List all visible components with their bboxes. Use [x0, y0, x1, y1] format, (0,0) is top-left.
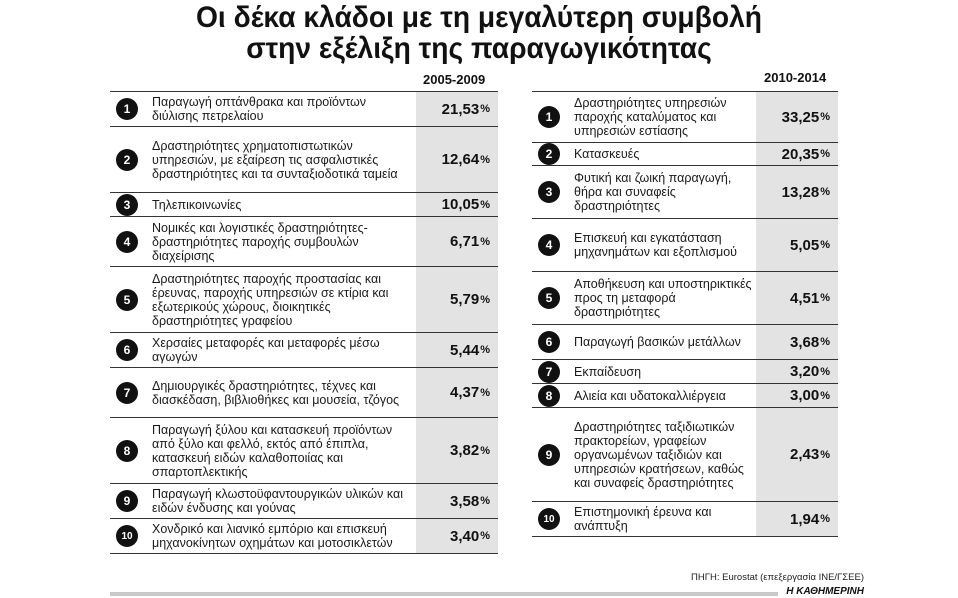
rank-badge: 9	[538, 444, 560, 466]
rank-cell	[110, 368, 144, 417]
sector-label: Δραστηριότητες παροχής προστασίας και έρευνας, παροχής υπηρεσιών σε κτίρια και εξωτερικούς χώρους, διοικητικές δραστηριότητες γραφείου	[152, 271, 389, 328]
value-unit: %	[820, 111, 830, 123]
sector-label: Παραγωγή κλωστοϋφαντουργικών υλικών και ειδών ένδυσης και γούνας	[152, 487, 404, 515]
value-unit: %	[480, 235, 490, 248]
value-unit: %	[480, 386, 490, 399]
rank-badge: 9	[116, 490, 138, 512]
value-unit: %	[820, 148, 830, 160]
value-cell	[416, 418, 498, 483]
sector-label: Δημιουργικές δραστηριότητες, τέχνες και διασκέδαση, βιβλιοθήκες και μουσεία, τζόγος	[152, 378, 400, 407]
value-number: 10,05	[441, 196, 480, 213]
right-table	[532, 91, 838, 537]
value-cell	[416, 484, 498, 518]
value-cell	[756, 502, 838, 536]
rank-badge: 6	[116, 339, 138, 361]
value-unit: %	[480, 495, 490, 507]
value-cell	[756, 166, 838, 218]
value-number: 12,64	[441, 151, 480, 168]
table-row	[110, 217, 498, 267]
value-cell	[756, 143, 838, 165]
value-unit: %	[480, 103, 490, 115]
value-number: 21,53	[441, 100, 480, 118]
rank-cell	[110, 519, 144, 553]
table-row	[110, 418, 498, 484]
table-row	[532, 408, 838, 502]
rank-badge: 5	[538, 287, 560, 309]
sector-label: Επισκευή και εγκατάσταση μηχανημάτων και εξοπλισμού	[574, 231, 738, 259]
rank-cell	[532, 384, 566, 407]
value-unit: %	[820, 239, 830, 251]
rank-cell	[110, 418, 144, 483]
value-number: 1,94	[790, 510, 820, 528]
rank-cell	[532, 143, 566, 165]
value-cell	[756, 325, 838, 359]
value-unit: %	[820, 513, 830, 525]
rank-cell	[110, 484, 144, 518]
value-number: 33,25	[781, 108, 820, 126]
table-row	[110, 267, 498, 333]
value-number: 13,28	[781, 183, 820, 201]
rank-cell	[532, 219, 566, 271]
value-number: 3,20	[790, 363, 820, 380]
value-unit: %	[820, 365, 830, 378]
value-number: 5,79	[450, 291, 480, 308]
rank-cell	[110, 333, 144, 367]
sector-label: Δραστηριότητες χρηματοπιστωτικών υπηρεσιών, με εξαίρεση τις ασφαλιστικές δραστηριότητες και τα συνταξιοδοτικά ταμεία	[152, 138, 398, 181]
rank-cell	[532, 360, 566, 383]
brand-logo: Η ΚΑΘΗΜΕΡΙΝΗ	[782, 586, 864, 597]
table-row	[110, 333, 498, 368]
right-period-header: 2010-2014	[764, 70, 827, 85]
rank-badge: 7	[116, 382, 138, 404]
value-cell	[756, 219, 838, 271]
table-row	[532, 325, 838, 360]
value-cell	[756, 272, 838, 324]
rank-badge: 4	[538, 234, 560, 256]
value-unit: %	[480, 344, 490, 356]
sector-label: Παραγωγή βασικών μετάλλων	[574, 335, 741, 349]
value-unit: %	[820, 186, 830, 198]
rank-badge: 3	[116, 194, 138, 216]
sector-label: Αλιεία και υδατοκαλλιέργεια	[574, 388, 726, 403]
rank-badge: 10	[538, 508, 560, 530]
value-unit: %	[820, 448, 830, 461]
rank-cell	[532, 408, 566, 501]
rank-badge: 6	[538, 331, 560, 353]
rank-cell	[532, 502, 566, 536]
value-cell	[416, 92, 498, 126]
sector-label: Παραγωγή ξύλου και κατασκευή προϊόντων από ξύλο και φελλό, εκτός από έπιπλα, κατασκευή ειδών καλαθοποιίας και σπαρτοπλεκτικής	[152, 422, 393, 479]
table-row	[110, 519, 498, 554]
value-cell	[416, 127, 498, 192]
source-note: ΠΗΓΗ: Eurostat (επεξεργασία ΙΝΕ/ΓΣΕΕ)	[691, 572, 864, 583]
rank-cell	[532, 92, 566, 142]
value-unit: %	[820, 292, 830, 304]
table-row	[532, 143, 838, 166]
table-row	[110, 193, 498, 217]
rank-badge: 5	[116, 289, 138, 311]
sector-label: Τηλεπικοινωνίες	[152, 197, 242, 212]
rank-badge: 7	[538, 361, 560, 383]
value-unit: %	[820, 389, 830, 402]
rank-badge: 1	[538, 106, 560, 128]
value-number: 4,37	[450, 384, 480, 401]
table-row	[532, 384, 838, 408]
chart-title	[29, 2, 930, 64]
left-period-header: 2005-2009	[423, 72, 486, 87]
value-number: 3,00	[790, 387, 820, 404]
sector-label: Επιστημονική έρευνα και ανάπτυξη	[574, 505, 712, 533]
value-cell	[416, 267, 498, 332]
rank-badge: 1	[116, 98, 138, 120]
table-row	[532, 166, 838, 219]
table-row	[532, 219, 838, 272]
value-unit: %	[480, 153, 490, 166]
table-row	[532, 360, 838, 384]
sector-label: Χονδρικό και λιανικό εμπόριο και επισκευή μηχανοκίνητων οχημάτων και μοτοσικλετών	[152, 522, 393, 550]
table-row	[110, 484, 498, 519]
value-unit: %	[480, 198, 490, 211]
value-unit: %	[480, 530, 490, 542]
rank-cell	[532, 166, 566, 218]
sector-label: Χερσαίες μεταφορές και μεταφορές μέσω αγωγών	[152, 336, 380, 364]
value-unit: %	[820, 336, 830, 348]
value-cell	[756, 360, 838, 383]
value-cell	[416, 333, 498, 367]
rank-cell	[110, 127, 144, 192]
title-line-1: Οι δέκα κλάδοι με τη μεγαλύτερη συμβολή	[195, 1, 762, 34]
sector-label: Φυτική και ζωική παραγωγή, θήρα και συναφείς δραστηριότητες	[574, 171, 732, 213]
value-number: 20,35	[781, 145, 820, 163]
value-number: 6,71	[450, 233, 480, 250]
value-number: 3,40	[450, 527, 480, 545]
value-cell	[416, 193, 498, 216]
rank-cell	[532, 272, 566, 324]
rank-cell	[110, 193, 144, 216]
rank-badge: 10	[116, 525, 138, 547]
table-row	[532, 272, 838, 325]
left-table	[110, 91, 498, 554]
value-cell	[756, 92, 838, 142]
footer-rule	[110, 592, 778, 596]
rank-cell	[110, 217, 144, 266]
sector-label: Εκπαίδευση	[574, 364, 642, 379]
table-row	[532, 91, 838, 143]
sector-label: Δραστηριότητες ταξιδιωτικών πρακτορείων, γραφείων οργανωμένων ταξιδιών και υπηρεσιών κρατήσεων, καθώς και συναφείς δραστηριότητες	[574, 419, 744, 490]
rank-badge: 8	[116, 440, 138, 462]
rank-badge: 8	[538, 385, 560, 407]
sector-label: Κατασκευές	[574, 147, 640, 161]
sector-label: Αποθήκευση και υποστηρικτικές προς τη μεταφορά δραστηριότητες	[574, 277, 752, 319]
value-unit: %	[480, 444, 490, 457]
value-cell	[416, 368, 498, 417]
value-number: 3,68	[790, 333, 820, 351]
rank-badge: 4	[116, 231, 138, 253]
rank-cell	[110, 92, 144, 126]
sector-label: Δραστηριότητες υπηρεσιών παροχής καταλύματος και υπηρεσιών εστίασης	[574, 96, 727, 138]
value-number: 3,58	[450, 492, 480, 510]
table-row	[110, 91, 498, 127]
sector-label: Παραγωγή οπτάνθρακα και προϊόντων διύλισης πετρελαίου	[152, 95, 367, 123]
value-number: 5,05	[790, 236, 820, 254]
table-row	[110, 368, 498, 418]
value-cell	[756, 408, 838, 501]
rank-badge: 2	[538, 143, 560, 165]
value-cell	[416, 217, 498, 266]
value-cell	[756, 384, 838, 407]
sector-label: Νομικές και λογιστικές δραστηριότητες-δραστηριότητες παροχής συμβουλών διαχείρισης	[152, 220, 368, 263]
table-row	[532, 502, 838, 537]
rank-badge: 2	[116, 149, 138, 171]
title-line-2: στην εξέλιξη της παραγωγικότητας	[246, 32, 712, 65]
value-number: 5,44	[450, 341, 480, 359]
value-unit: %	[480, 293, 490, 306]
rank-badge: 3	[538, 181, 560, 203]
value-number: 3,82	[450, 442, 480, 459]
value-number: 2,43	[790, 446, 820, 463]
value-number: 4,51	[790, 289, 820, 307]
table-row	[110, 127, 498, 193]
value-cell	[416, 519, 498, 553]
rank-cell	[532, 325, 566, 359]
rank-cell	[110, 267, 144, 332]
